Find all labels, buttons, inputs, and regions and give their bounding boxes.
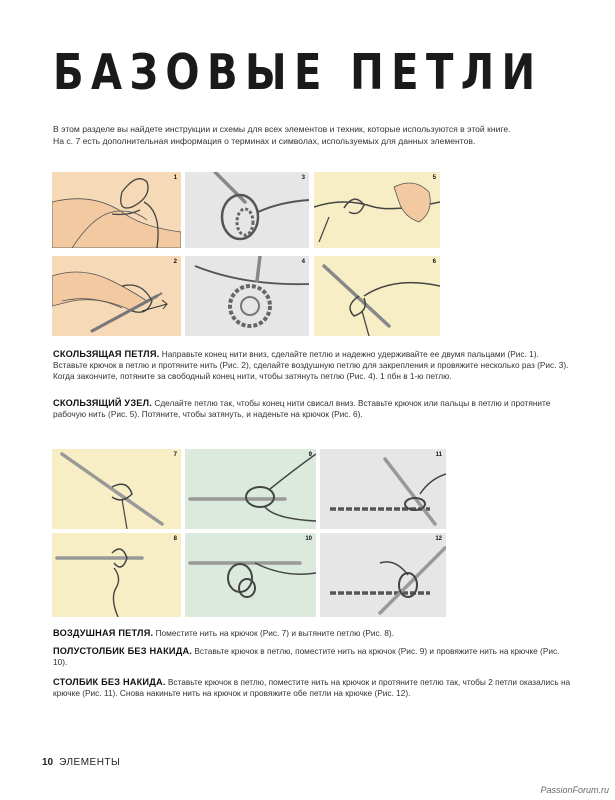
yarn-over-hook-illustration (52, 449, 181, 529)
figure-8 (52, 533, 181, 617)
chain-loop-illustration (52, 533, 181, 617)
slip-stitch-insert-illustration (185, 449, 316, 529)
section-name: ЭЛЕМЕНТЫ (59, 757, 121, 768)
intro-line-2: На с. 7 есть дополнительная информация о терминах и символах, используемых для данных элементов. (53, 135, 476, 146)
slip-knot-on-hook-illustration (314, 256, 440, 336)
slip-loop-paragraph (53, 349, 571, 383)
slip-knot-fingers-illustration (314, 172, 440, 248)
single-crochet-paragraph (53, 677, 571, 699)
slip-stitch-text: Вставьте крючок в петлю, поместите нить на крючок (Рис. 9) и провяжите нить на крючке (Рис. 10). (53, 646, 560, 668)
intro-text (53, 124, 573, 147)
hand-hook-illustration (52, 256, 181, 336)
figure-number: 12 (435, 536, 442, 542)
figure-number: 2 (173, 259, 177, 265)
figure-3 (185, 172, 309, 248)
loop-chains-illustration (185, 172, 309, 248)
chain-paragraph (53, 628, 571, 639)
figure-number: 1 (173, 175, 177, 181)
page-number: 10 (42, 757, 54, 768)
single-crochet-finish-illustration (320, 533, 446, 617)
hand-loop-illustration (52, 172, 181, 248)
single-crochet-text: Вставьте крючок в петлю, поместите нить на крючок и протяните петлю так, чтобы 2 петли оказались на крючке (Рис. 11). Снова накиньте нить на крючок и провяжите обе петли на крючке (Рис. 12). (53, 677, 571, 699)
figure-2 (52, 256, 181, 336)
single-crochet-two-loops-illustration (320, 449, 446, 529)
figure-number: 4 (301, 259, 305, 265)
magic-ring-illustration (185, 256, 309, 336)
figure-9 (185, 449, 316, 529)
figure-5 (314, 172, 440, 248)
intro-line-1: В этом разделе вы найдете инструкции и схемы для всех элементов и техник, которые используются в этой книге. (53, 124, 511, 134)
figure-1 (52, 172, 181, 248)
slip-knot-text: Сделайте петлю так, чтобы конец нити свисал вниз. Вставьте крючок или пальцы в петлю и протяните рабочую нить (Рис. 5). Потяните, чтобы затянуть, и наденьте на крючок (Рис. 6). (53, 398, 551, 420)
figure-7 (52, 449, 181, 529)
chain-text: Поместите нить на крючок (Рис. 7) и вытяните петлю (Рис. 8). (153, 628, 394, 638)
figure-number: 5 (432, 175, 436, 181)
figure-number: 11 (435, 452, 442, 458)
slip-knot-paragraph (53, 398, 571, 420)
slip-stitch-paragraph (53, 646, 571, 668)
figure-12 (320, 533, 446, 617)
page-title: БАЗОВЫЕ ПЕТЛИ (53, 44, 543, 101)
chain-heading: ВОЗДУШНАЯ ПЕТЛЯ. (53, 628, 154, 638)
watermark: PassionForum.ru (540, 785, 609, 795)
slip-stitch-pull-illustration (185, 533, 316, 617)
figure-number: 10 (305, 536, 312, 542)
slip-loop-text: Направьте конец нити вниз, сделайте петлю и надежно удерживайте ее двумя пальцами (Рис. 1). Вставьте крючок в петлю и протяните нить (Рис. 2), сделайте воздушную петлю для закрепления и провяжите несколько раз (Рис. 3). Когда закончите, потяните за свободный конец нити, чтобы затянуть петлю (Рис. 4). 1 пбн в 1-ю петлю. (53, 349, 569, 382)
single-crochet-heading: СТОЛБИК БЕЗ НАКИДА. (53, 677, 166, 687)
page-footer (42, 757, 120, 768)
figure-number: 7 (173, 452, 177, 458)
figure-6 (314, 256, 440, 336)
figure-4 (185, 256, 309, 336)
slip-knot-heading: СКОЛЬЗЯЩИЙ УЗЕЛ. (53, 398, 153, 408)
figure-number: 3 (301, 175, 305, 181)
figure-number: 8 (173, 536, 177, 542)
figure-number: 6 (432, 259, 436, 265)
slip-stitch-heading: ПОЛУСТОЛБИК БЕЗ НАКИДА. (53, 646, 193, 656)
figure-10 (185, 533, 316, 617)
figure-number: 9 (308, 452, 312, 458)
figure-11 (320, 449, 446, 529)
slip-loop-heading: СКОЛЬЗЯЩАЯ ПЕТЛЯ. (53, 349, 160, 359)
